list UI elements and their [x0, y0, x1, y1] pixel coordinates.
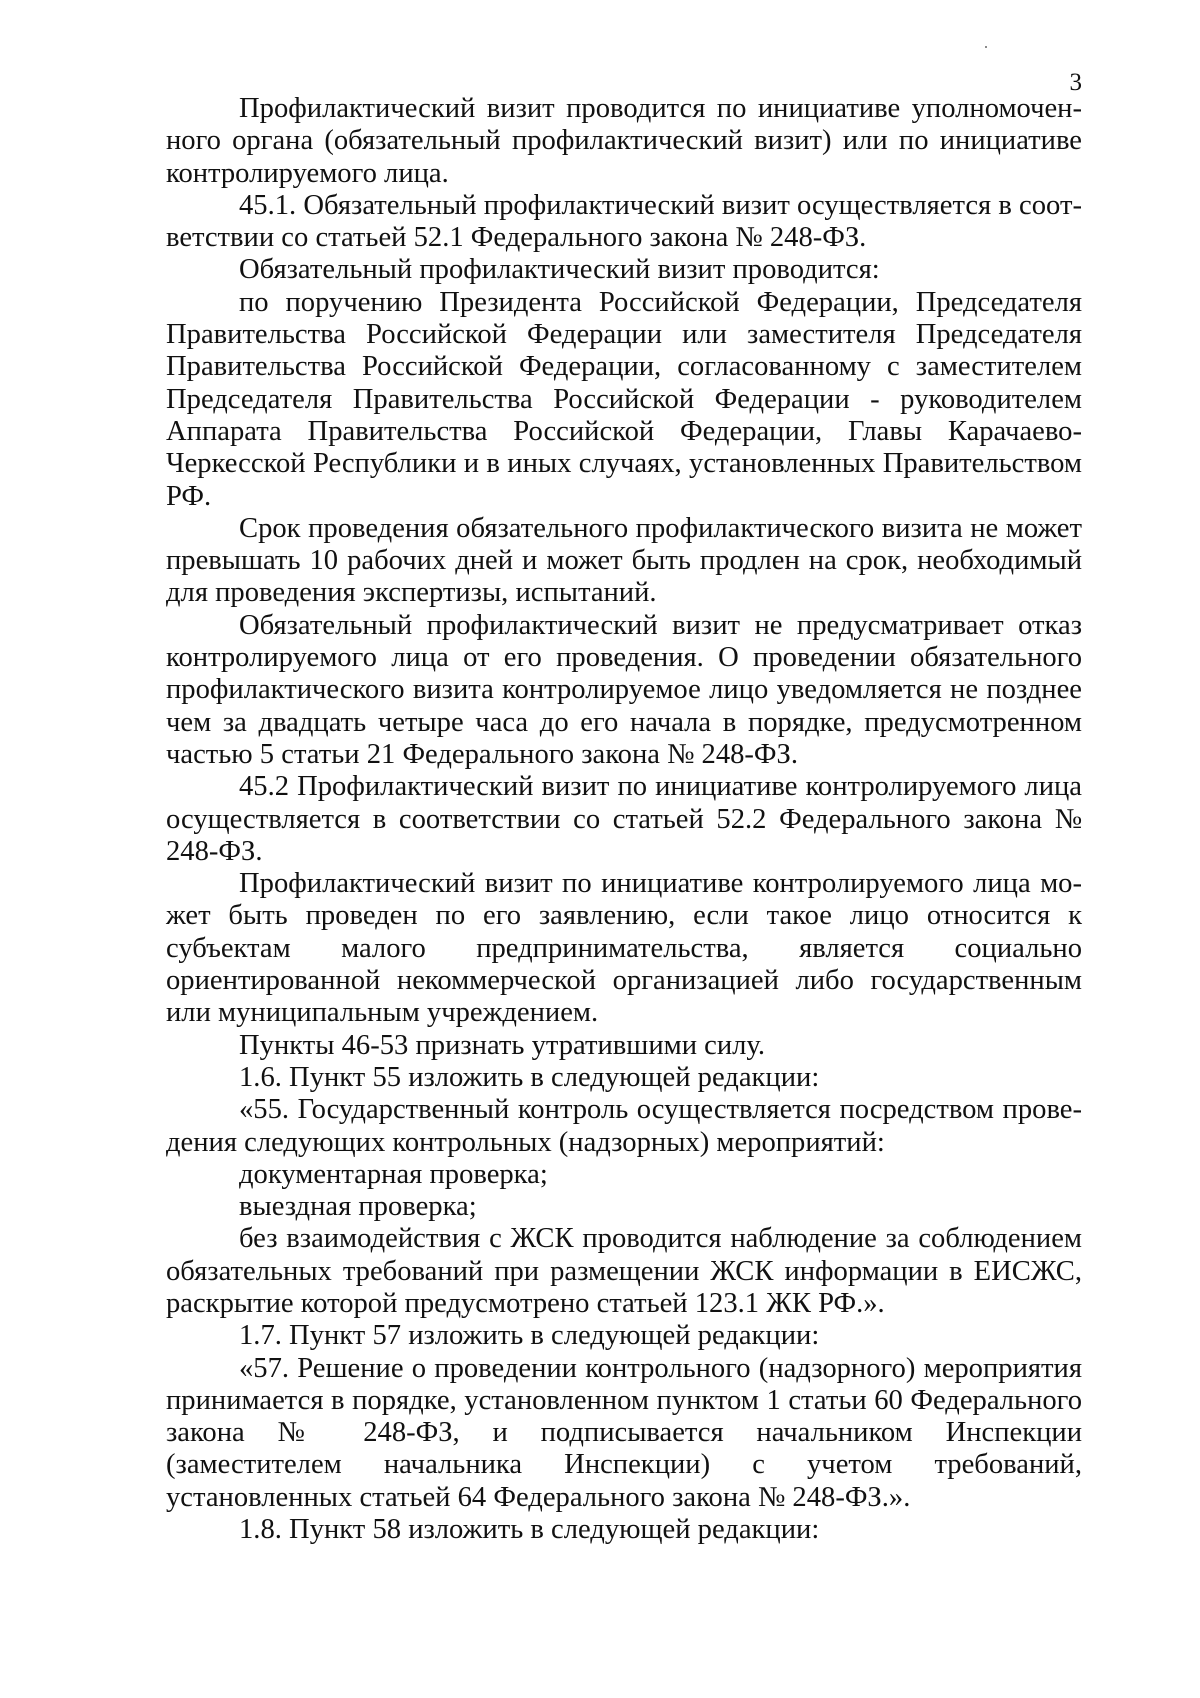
list-item-observation: без взаимодействия с ЖСК проводится наблюдение за соблюдением обязательных требований при размещении ЖСК информации в ЕИСЖС, раскрытие которой предусмотрено статьей 123.1 ЖК РФ.». [166, 1223, 1082, 1319]
list-item-documentary-check: документарная проверка; [239, 1158, 548, 1190]
document-body [166, 93, 1082, 1546]
paragraph-no-refusal: Обязательный профилактический визит не предусматривает отказ контролируемого лица от его проведения. О проведении обязательного профилактического визита контролируемое лицо уведомляется не позднее чем за двадцать четыре часа до его начала в порядке, предусмотренном частью 5 статьи 21 Федерального закона № 248-ФЗ. [166, 609, 1082, 770]
paragraph-45-1: 45.1. Обязательный профилактический визит осуществляется в соответствии со статьей 52.1 Федерального закона № 248-ФЗ. [166, 189, 1082, 254]
paragraph-45-2: 45.2 Профилактический визит по инициативе контролируемого лица осуществляется в соответствии со статьей 52.2 Федерального закона № 248-ФЗ. [166, 771, 1082, 867]
scan-speck [985, 46, 987, 48]
paragraph-visit-duration: Срок проведения обязательного профилактического визита не может превышать 10 рабочих дней и может быть продлен на срок, необходимый для проведения экспертизы, испытаний. [166, 512, 1082, 609]
paragraph-visit-initiative: Профилактический визит проводится по инициативе уполномоченного органа (обязательный профилактический визит) или по инициативе контролируемого лица. [166, 93, 1082, 189]
page-number: 3 [1069, 69, 1082, 96]
paragraph-1-6: 1.6. Пункт 55 изложить в следующей редакции: [239, 1061, 820, 1093]
paragraph-item-57: «57. Решение о проведении контрольного (надзорного) мероприятия принимается в порядке, установленном пунктом 1 статьи 60 Федерального закона № 248-ФЗ, и подписывается начальником Инспекции (заместителем начальника Инспекции) с учетом требований, установленных статьей 64 Федерального закона № 248-ФЗ.». [166, 1352, 1082, 1513]
paragraph-items-46-53: Пункты 46-53 признать утратившими силу. [239, 1029, 766, 1061]
paragraph-1-8: 1.8. Пункт 58 изложить в следующей редакции: [239, 1514, 820, 1546]
paragraph-1-7: 1.7. Пункт 57 изложить в следующей редакции: [239, 1320, 820, 1352]
paragraph-mandatory-visit-intro: Обязательный профилактический визит проводится: [239, 254, 880, 286]
paragraph-item-55: «55. Государственный контроль осуществляется посредством проведения следующих контрольных (надзорных) мероприятий: [166, 1094, 1082, 1158]
list-item-field-check: выездная проверка; [239, 1191, 477, 1223]
paragraph-mandatory-visit-grounds: по поручению Президента Российской Федерации, Председателя Правительства Российской Федерации или заместителя Председателя Правительства Российской Федерации, согласованному с заместителем Председателя Правительства Российской Федерации - руководителем Аппарата Правительства Российской Федерации, Главы Карачаево-Черкесской Республики и в иных случаях, установленных Правительством РФ. [166, 286, 1082, 512]
paragraph-visit-on-application: Профилактический визит по инициативе контролируемого лица может быть проведен по его заявлению, если такое лицо относится к субъектам малого предпринимательства, является социально ориентированной некоммерческой организацией либо государственным или муниципальным учреждением. [166, 868, 1082, 1029]
